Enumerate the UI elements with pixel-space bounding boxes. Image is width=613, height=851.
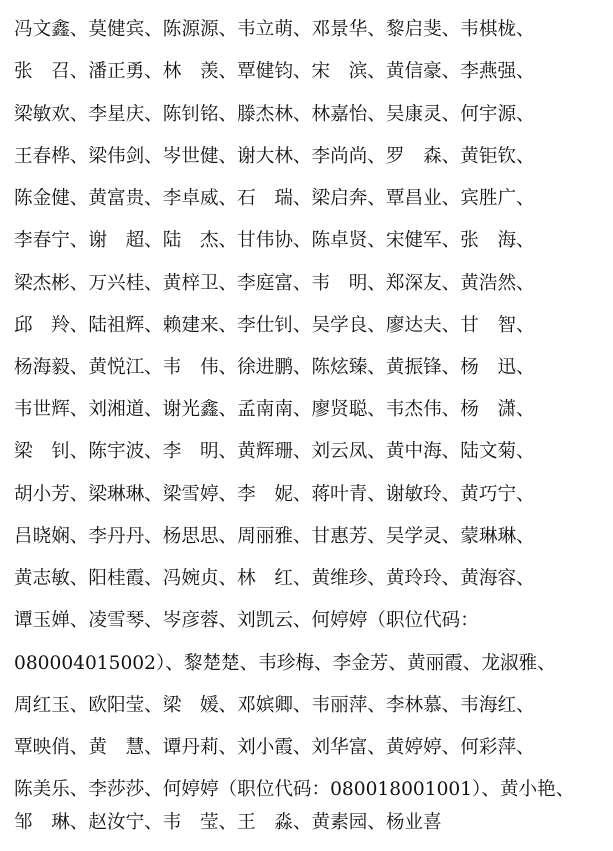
text-line: 080004015002）、黎楚楚、韦珍梅、李金芳、黄丽霞、龙淑雅、: [14, 653, 556, 674]
text-line: 吕晓娴、李丹丹、杨思思、周丽雅、甘惠芳、吴学灵、蒙琳琳、: [14, 526, 535, 547]
text-line: 陈美乐、李莎莎、何婷婷（职位代码：080018001001）、黄小艳、: [14, 779, 575, 800]
text-line: 杨海毅、黄悦江、韦 伟、徐进鹏、陈炫臻、黄振锋、杨 迅、: [14, 357, 535, 378]
text-line: 冯文鑫、莫健宾、陈源源、韦立萌、邓景华、黎启斐、韦棋栊、: [14, 19, 535, 40]
text-line: 覃映俏、黄 慧、谭丹莉、刘小霞、刘华富、黄婷婷、何彩萍、: [14, 737, 535, 758]
text-line: 陈金健、黄富贵、李卓威、石 瑞、梁启奔、覃昌业、宾胜广、: [14, 188, 535, 209]
text-line: 梁敏欢、李星庆、陈钊铭、滕杰林、林嘉怡、吴康灵、何宇源、: [14, 104, 535, 125]
text-line: 胡小芳、梁琳琳、梁雪婷、李 妮、蒋叶青、谢敏玲、黄巧宁、: [14, 484, 535, 505]
text-line: 邱 羚、陆祖辉、赖建来、李仕钊、吴学良、廖达夫、甘 智、: [14, 315, 535, 336]
text-line: 谭玉婵、凌雪琴、岑彦蓉、刘凯云、何婷婷（职位代码：: [14, 610, 479, 631]
text-line: 周红玉、欧阳莹、梁 媛、邓嫔卿、韦丽萍、李林慕、韦海红、: [14, 695, 535, 716]
text-line: 张 召、潘正勇、林 羡、覃健钧、宋 滨、黄信豪、李燕强、: [14, 61, 535, 82]
text-line: 王春桦、梁伟剑、岑世健、谢大林、李尚尚、罗 森、黄钜钦、: [14, 146, 535, 167]
text-line: 黄志敏、阳桂霞、冯婉贞、林 红、黄维珍、黄玲玲、黄海容、: [14, 568, 535, 589]
text-line: 李春宁、谢 超、陆 杰、甘伟协、陈卓贤、宋健军、张 海、: [14, 230, 535, 251]
text-line: 梁 钊、陈宇波、李 明、黄辉珊、刘云凤、黄中海、陆文菊、: [14, 441, 535, 462]
text-line: 邹 琳、赵汝宁、韦 莹、王 淼、黄素园、杨业喜: [14, 812, 442, 833]
text-line: 韦世辉、刘湘道、谢光鑫、孟南南、廖贤聪、韦杰伟、杨 潇、: [14, 399, 535, 420]
text-line: 梁杰彬、万兴桂、黄梓卫、李庭富、韦 明、郑深友、黄浩然、: [14, 273, 535, 294]
